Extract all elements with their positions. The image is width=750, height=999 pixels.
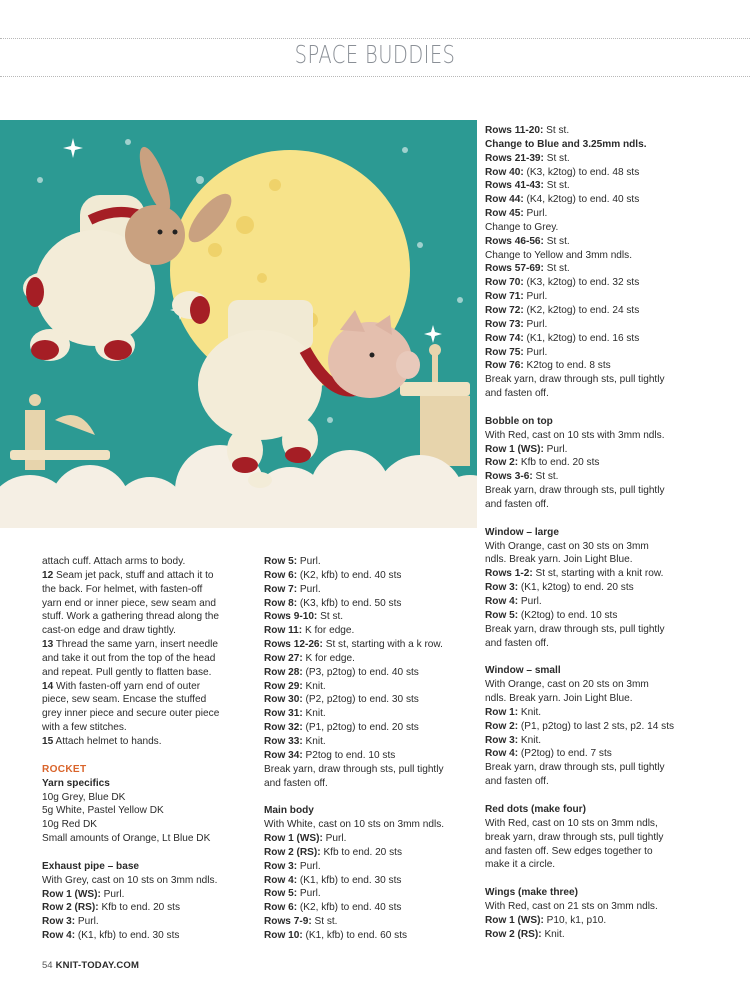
row-label: Rows 41-43: [485,180,544,192]
pattern-row [264,624,469,638]
pattern-row [485,581,745,595]
row-text: and fasten off. [264,777,328,789]
pattern-row [485,429,745,443]
pattern-row [485,747,745,761]
pattern-row [264,874,469,888]
space-buddies-illustration [0,120,477,528]
pattern-rows-bobble [485,429,745,512]
row-text: (P2, p2tog) to end. 30 sts [302,694,419,706]
pattern-row [485,179,745,193]
row-label: Row 72: [485,304,524,316]
row-label: Row 1: [485,706,519,718]
row-text: (K1, k2tog) to end. 16 sts [523,332,640,344]
yarn-line: 5g White, Pastel Yellow DK [42,805,164,817]
pattern-row [485,484,745,498]
pattern-row [264,555,469,569]
row-text: (P3, p2tog) to end. 40 sts [302,666,419,678]
row-label: Row 1 (WS): [485,914,544,926]
pattern-row [264,693,469,707]
row-text: St st. [311,916,338,928]
pattern-row [485,318,745,332]
row-label: Row 1 (WS): [264,833,323,845]
page-footer [42,960,139,971]
row-text: St st, starting with a knit row. [532,568,664,580]
pattern-row [485,775,745,789]
row-text: (K1, kfb) to end. 60 sts [302,929,408,941]
pattern-row [264,763,469,777]
pattern-row [485,498,745,512]
header-rule-top [0,38,750,39]
row-text: Purl. [297,583,321,595]
row-label: Row 73: [485,318,524,330]
row-label: Row 70: [485,277,524,289]
row-label: Rows 57-69: [485,263,544,275]
pattern-row [485,595,745,609]
row-label: Row 27: [264,652,303,664]
page-number: 54 [42,960,53,971]
pattern-row: Row 3: Purl. [42,916,99,928]
row-text: and fasten off. [485,637,549,649]
pattern-row [485,456,745,470]
step-text: with a few stitches. [42,722,127,734]
row-text: (K1, k2tog) to end. 20 sts [518,582,634,594]
row-text: (K3, kfb) to end. 50 sts [297,597,402,609]
pattern-row [264,915,469,929]
row-label: Change to Blue and 3.25mm ndls. [485,138,647,150]
row-label: Rows 46-56: [485,235,544,247]
row-label: Row 10: [264,929,303,941]
body-text: make it a circle. [485,859,556,871]
row-text: (K3, k2tog) to end. 32 sts [523,277,640,289]
row-text: Kfb to end. 20 sts [518,457,600,469]
row-text: St st. [543,125,570,136]
column-3 [485,124,745,942]
row-text: Kfb to end. 20 sts [320,846,403,858]
pattern-row [485,359,745,373]
row-text: (K4, k2tog) to end. 40 sts [523,194,640,206]
step-text: cast-on edge and draw tightly. [42,625,176,637]
pattern-row [485,720,745,734]
row-text: ndls. Break yarn. Join Light Blue. [485,693,633,705]
row-label: Row 74: [485,332,524,344]
pattern-row [485,623,745,637]
pattern-row [485,761,745,775]
column-2 [264,555,469,943]
row-text: St st. [532,471,559,483]
yarn-line: Small amounts of Orange, Lt Blue DK [42,833,211,845]
body-text: attach cuff. Attach arms to body. [42,556,186,567]
step-text: With fasten-off yarn end of outer [56,680,201,692]
row-text: Break yarn, draw through sts, pull tightly [264,763,444,775]
row-text: and fasten off. [485,776,549,788]
row-label: Rows 12-26: [264,639,323,651]
row-label: Row 7: [264,583,298,595]
subheading-wings: Wings (make three) [485,887,579,899]
row-text: Change to Yellow and 3mm ndls. [485,249,633,261]
row-label: Row 29: [264,680,303,692]
row-text: and fasten off. [485,498,549,510]
row-label: Rows 7-9: [264,916,312,928]
pattern-row [485,262,745,276]
row-text: (P1, p2tog) to end. 20 sts [302,722,419,734]
row-text: Purl. [518,596,542,607]
row-text: Break yarn, draw through sts, pull tightly [485,762,665,774]
step-text: grey inner piece and secure outer piece [42,708,220,720]
row-text: Knit. [518,706,542,718]
row-label: Row 4: [485,748,519,760]
pattern-row [485,249,745,263]
row-text: Purl. [523,318,548,330]
pattern-row [485,166,745,180]
pattern-row [485,470,745,484]
row-text: Knit. [302,680,326,692]
pattern-row [264,749,469,763]
body-text: With Grey, cast on 10 sts on 3mm ndls. [42,874,218,886]
page-title: SPACE BUDDIES [294,40,456,69]
row-text: Knit. [302,708,326,720]
row-text: Break yarn, draw through sts, pull tightly [485,485,665,497]
pattern-row [264,901,469,915]
pattern-row [264,597,469,611]
pattern-row [264,846,469,860]
step-text: the back. For helmet, with fasten-off [42,583,203,595]
pattern-row [485,124,745,138]
row-label: Rows 21-39: [485,152,544,164]
pattern-row [485,290,745,304]
yarn-line: 10g Grey, Blue DK [42,791,126,803]
subheading-exhaust-pipe: Exhaust pipe – base [42,860,140,872]
row-text: Knit. [302,735,326,747]
row-text: K for edge. [302,625,355,637]
row-text: St st. [543,152,570,164]
subheading-window-large: Window – large [485,526,559,538]
body-text: With Red, cast on 10 sts on 3mm ndls, [485,817,658,829]
row-label: Row 3: [485,734,519,746]
pattern-rows-window-small [485,678,745,789]
pattern-row [485,193,745,207]
row-label: Rows 3-6: [485,471,533,483]
row-label: Row 6: [264,569,298,581]
pattern-row [264,569,469,583]
pattern-row [485,221,745,235]
row-label: Row 31: [264,708,303,720]
pattern-rows-exhaust [264,555,469,790]
row-text: (K1, kfb) to end. 30 sts [297,874,402,886]
row-label: Row 2: [485,720,519,732]
step-number: 12 [42,569,54,581]
pattern-row [264,638,469,652]
subheading-main-body: Main body [264,805,314,817]
row-text: (K2, k2tog) to end. 24 sts [523,304,640,316]
row-label: Row 4: [264,874,298,886]
row-text: Purl. [297,860,321,872]
pattern-rows-cont [485,124,745,401]
row-label: Row 28: [264,666,303,678]
column-1 [42,555,247,943]
row-text: St st. [317,611,344,623]
row-text: and fasten off. [485,388,549,400]
subheading-red-dots: Red dots (make four) [485,803,586,815]
row-label: Row 5: [264,888,298,900]
step-text: and take it out from the top of the head [42,652,216,664]
step-text: and repeat. Pull gently to flatten base. [42,666,212,678]
pattern-row [485,900,745,914]
step [42,680,247,694]
pattern-rows-window-large [485,540,745,651]
row-text: ndls. Break yarn. Join Light Blue. [485,554,633,566]
step-text: Thread the same yarn, insert needle [55,639,219,651]
site-link[interactable]: KNIT-TODAY.COM [55,960,140,971]
pattern-row [264,721,469,735]
row-label: Row 6: [264,902,298,914]
row-text: (K2, kfb) to end. 40 sts [297,569,402,581]
row-text: (K3, k2tog) to end. 48 sts [523,166,640,178]
row-text: Change to Grey. [485,221,559,233]
pattern-row [485,443,745,457]
row-text: Purl. [297,888,321,900]
subheading-bobble: Bobble on top [485,415,553,427]
knitted-space-bunny-and-pig-icon [0,120,477,528]
row-label: Row 32: [264,722,303,734]
row-label: Row 71: [485,291,524,303]
pattern-row [485,553,745,567]
pattern-row [485,207,745,221]
pattern-row [485,332,745,346]
row-text: Purl. [297,556,321,567]
row-text: With Orange, cast on 30 sts on 3mm [485,540,649,552]
row-label: Rows 11-20: [485,125,544,136]
row-text: Purl. [523,291,548,303]
step-number: 15 [42,735,54,747]
row-text: (K2tog) to end. 10 sts [518,609,618,621]
pattern-row [264,652,469,666]
row-text: P2tog to end. 10 sts [302,749,396,761]
row-text: St st. [543,235,570,247]
step-number: 14 [42,680,54,692]
row-text: Purl. [543,443,568,455]
pattern-row [264,707,469,721]
header-rule-bottom [0,76,750,77]
row-text: With Red, cast on 21 sts on 3mm ndls. [485,901,658,913]
row-label: Rows 9-10: [264,611,318,623]
row-label: Row 2 (RS): [264,846,321,858]
row-text: (K2, kfb) to end. 40 sts [297,902,402,914]
pattern-row [485,637,745,651]
row-label: Row 76: [485,360,524,372]
pattern-row [264,583,469,597]
row-label: Row 75: [485,346,524,358]
body-text: break yarn, draw through sts, pull tightly [485,831,664,843]
pattern-row [485,138,745,152]
pattern-row [264,860,469,874]
row-text: K for edge. [302,652,355,664]
pattern-row [264,929,469,943]
row-label: Row 34: [264,749,303,761]
pattern-row [485,914,745,928]
row-text: St st, starting with a k row. [322,639,443,651]
pattern-row [485,692,745,706]
step-text: Seam jet pack, stuff and attach it to [56,569,214,581]
row-label: Row 11: [264,625,303,637]
row-text: Purl. [523,346,548,358]
row-label: Row 45: [485,208,524,220]
pattern-row [264,735,469,749]
row-label: Row 2 (RS): [485,928,542,940]
step-number: 13 [42,639,54,651]
subheading-window-small: Window – small [485,665,561,677]
pattern-row [485,276,745,290]
body-text: and fasten off. Sew edges together to [485,845,653,857]
row-label: Row 5: [485,609,519,621]
row-text: St st. [543,263,570,275]
pattern-row [264,610,469,624]
row-text: Purl. [523,208,548,220]
pattern-row [264,666,469,680]
pattern-row [485,734,745,748]
row-text: St st. [543,180,570,192]
pattern-row: Row 1 (WS): Purl. [42,888,125,900]
body-text: With White, cast on 10 sts on 3mm ndls. [264,819,445,831]
pattern-row [485,387,745,401]
pattern-row [264,680,469,694]
row-label: Row 40: [485,166,524,178]
pattern-row [485,540,745,554]
row-text: (P2tog) to end. 7 sts [518,748,612,760]
pattern-row: Row 4: (K1, kfb) to end. 30 sts [42,930,180,942]
row-label: Rows 1-2: [485,568,533,580]
pattern-row [485,567,745,581]
row-label: Row 2: [485,457,519,469]
pattern-rows-main-body [264,832,469,943]
row-label: Row 33: [264,735,303,747]
step-text: Attach helmet to hands. [55,735,162,747]
row-label: Row 8: [264,597,298,609]
row-text: Knit. [518,734,542,746]
row-label: Row 4: [485,596,519,607]
step-text: piece, sew seam. Encase the stuffed [42,694,207,706]
row-label: Row 3: [485,582,519,594]
yarn-line: 10g Red DK [42,819,97,831]
pattern-row [485,346,745,360]
pattern-row: Row 2 (RS): Kfb to end. 20 sts [42,902,181,914]
pattern-rows-wings [485,900,745,942]
row-text: With Orange, cast on 20 sts on 3mm [485,679,649,691]
row-text: Break yarn, draw through sts, pull tightly [485,623,665,635]
step [42,638,247,652]
subheading-yarn-specifics: Yarn specifics [42,777,110,789]
row-label: Row 5: [264,556,298,567]
pattern-row [485,152,745,166]
pattern-row [485,678,745,692]
pattern-row [485,235,745,249]
pattern-row [264,777,469,791]
row-label: Row 1 (WS): [485,443,544,455]
section-heading-rocket: ROCKET [42,763,87,775]
row-label: Row 30: [264,694,303,706]
step-text: stuff. Work a gathering thread along the [42,611,219,623]
pattern-row [485,928,745,942]
step [42,569,247,583]
row-text: K2tog to end. 8 sts [523,360,611,372]
row-label: Row 44: [485,194,524,206]
pattern-row [264,832,469,846]
row-text: With Red, cast on 10 sts with 3mm ndls. [485,429,665,441]
step-text: yarn end or inner piece, sew seam and [42,597,216,609]
pattern-row [485,373,745,387]
row-text: P10, k1, p10. [543,914,607,926]
pattern-row [264,887,469,901]
row-text: Purl. [322,833,347,845]
row-text: Break yarn, draw through sts, pull tightly [485,374,665,386]
row-text: (P1, p2tog) to last 2 sts, p2. 14 sts [518,720,675,732]
step [42,735,247,749]
row-text: Knit. [541,928,565,940]
pattern-row [485,706,745,720]
pattern-row [485,609,745,623]
row-label: Row 3: [264,860,298,872]
pattern-row [485,304,745,318]
